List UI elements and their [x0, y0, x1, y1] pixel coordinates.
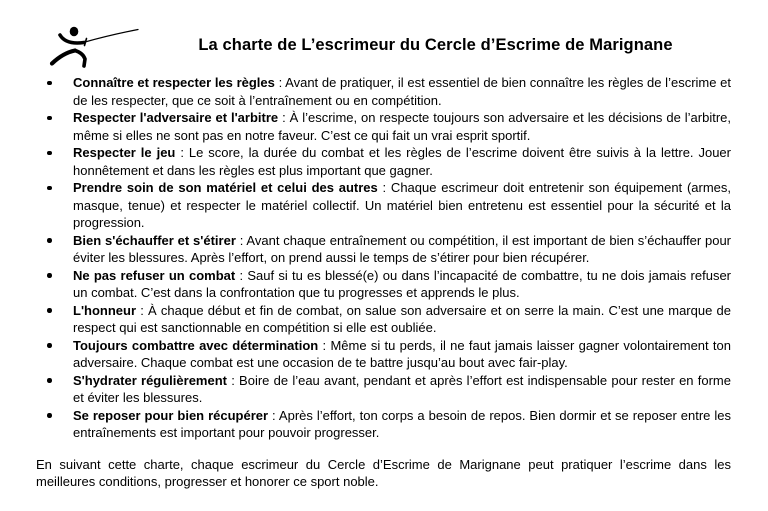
- title-area: [140, 8, 731, 54]
- charter-item-text: : Même si tu perds, il ne faut jamais laisser gagner volontairement ton adversaire. Chaque combat est une occasion de te battre jusqu’au bout avec fair-play.: [73, 337, 731, 370]
- charter-item-determination: [36, 337, 731, 372]
- fencer-logo-icon: [40, 8, 140, 68]
- charter-item-warmup: [36, 232, 731, 267]
- document-header: [0, 0, 768, 62]
- charter-item-label: Ne pas refuser un combat: [73, 267, 236, 283]
- charter-item-hydration: [36, 372, 731, 407]
- charter-item-respect-game: [36, 144, 731, 179]
- closing-paragraph: En suivant cette charte, chaque escrimeur du Cercle d’Escrime de Marignane peut pratiquer l’escrime dans les meilleures conditions, progresser et honorer ce sport noble.: [36, 456, 731, 489]
- charter-item-no-refusal: [36, 267, 731, 302]
- charter-item-label: Respecter le jeu: [73, 145, 176, 160]
- charter-item-label: Toujours combattre avec détermination: [73, 337, 319, 353]
- charter-item-text: : Avant de pratiquer, il est essentiel de bien connaître les règles de l’escrime et de les respecter, que ce soit à l’entraînement ou en compétition.: [73, 75, 731, 108]
- charter-item-label: Prendre soin de son matériel et celui des autres: [73, 180, 378, 195]
- charter-item-text: : Sauf si tu es blessé(e) ou dans l’incapacité de combattre, tu ne dois jamais refuser un combat. C’est dans la confrontation que tu progresses et apprends le plus.: [73, 267, 732, 300]
- charter-item-label: Connaître et respecter les règles: [73, 75, 275, 90]
- charter-item-text: : Le score, la durée du combat et les règles de l’escrime doivent être suivis à la lettre. Jouer honnêtement et dans les règles est plus important que gagner.: [73, 145, 731, 178]
- charter-item-label: S'hydrater régulièrement: [73, 372, 227, 388]
- charter-item-label: L'honneur: [73, 302, 137, 318]
- charter-item-honor: [36, 302, 731, 337]
- charter-item-text: : Chaque escrimeur doit entretenir son équipement (armes, masque, tenue) et respecter le matériel collectif. Un matériel bien entretenu est essentiel pour la sécurité et la progression.: [73, 180, 732, 230]
- charter-item-respect-opponent: [36, 109, 731, 144]
- charter-item-rules: [36, 74, 731, 109]
- charter-item-equipment: [36, 179, 731, 232]
- charter-item-label: Bien s'échauffer et s'étirer: [73, 232, 236, 248]
- page-title: La charte de L’escrimeur du Cercle d’Escrime de Marignane: [198, 36, 673, 54]
- charter-item-label: Respecter l'adversaire et l'arbitre: [73, 110, 279, 125]
- charter-item-text: : À chaque début et fin de combat, on salue son adversaire et on serre la main. C’est une marque de respect qui est sanctionnable en compétition si elle est oubliée.: [73, 302, 731, 335]
- charter-item-rest: [36, 407, 731, 442]
- charter-item-text: : Avant chaque entraînement ou compétition, il est important de bien s’échauffer pour éviter les blessures. Après l’effort, on prend aussi le temps de s’étirer pour bien récupérer.: [73, 232, 732, 265]
- charter-item-text: : À l’escrime, on respecte toujours son adversaire et les décisions de l’arbitre, même si elles ne sont pas en notre faveur. C’est ce qui fait un vrai esprit sportif.: [73, 110, 731, 143]
- charter-item-text: : Après l’effort, ton corps a besoin de repos. Bien dormir et se reposer entre les entraînements est important pour pouvoir progresser.: [73, 407, 732, 440]
- charter-list: [36, 74, 731, 442]
- charter-item-text: : Boire de l’eau avant, pendant et après l’effort est indispensable pour rester en forme et éviter les blessures.: [73, 372, 731, 405]
- charter-item-label: Se reposer pour bien récupérer: [73, 407, 269, 423]
